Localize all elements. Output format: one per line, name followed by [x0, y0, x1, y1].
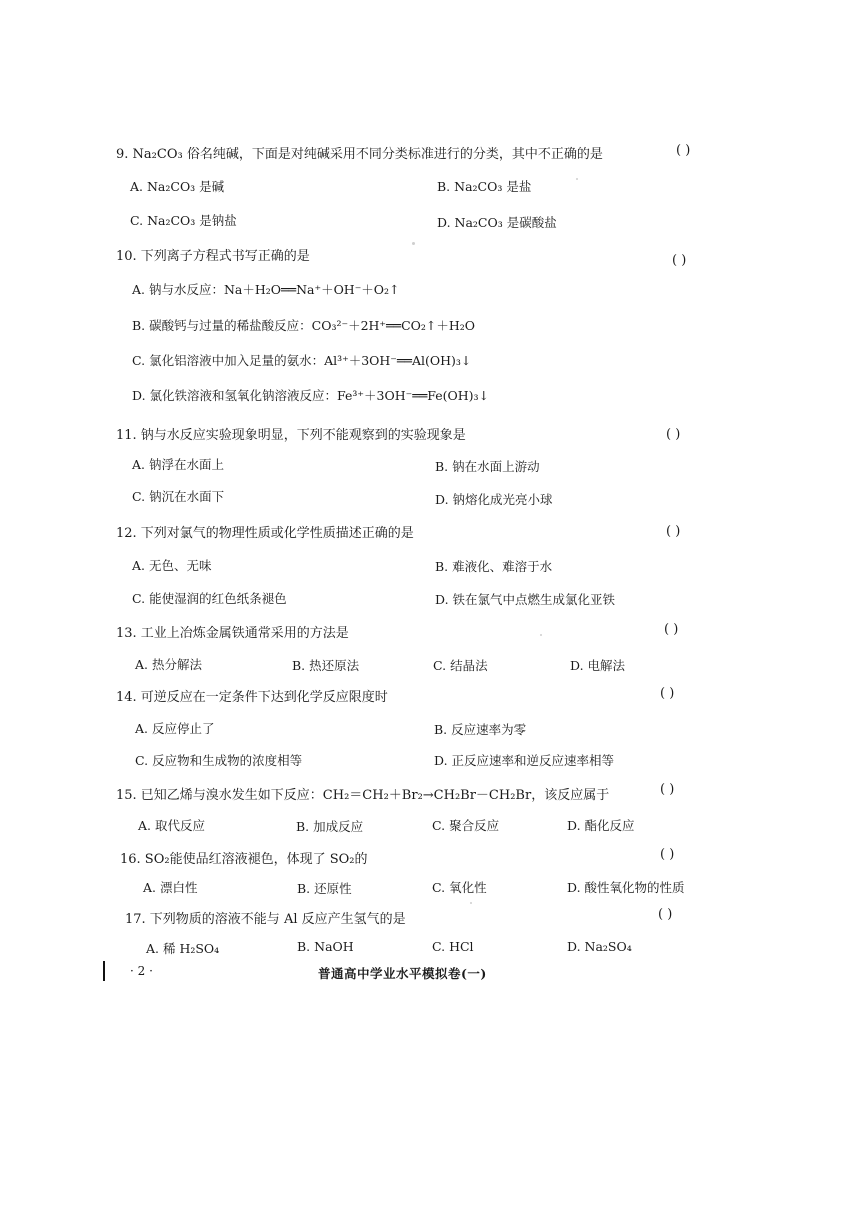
option: D. 正反应速率和逆反应速率相等 [434, 753, 615, 768]
option: C. 氯化铝溶液中加入足量的氨水：Al³⁺＋3OH⁻══Al(OH)₃↓ [132, 353, 472, 368]
option: A. Na₂CO₃ 是碱 [130, 179, 225, 194]
question-stem: 12. 下列对氯气的物理性质或化学性质描述正确的是 [116, 526, 414, 541]
option: A. 取代反应 [138, 818, 205, 833]
option: B. 热还原法 [292, 658, 360, 673]
answer-blank: ( ) [664, 622, 679, 637]
option: A. 钠浮在水面上 [132, 457, 224, 472]
answer-blank: ( ) [660, 782, 675, 797]
option: B. Na₂CO₃ 是盐 [437, 179, 532, 194]
option: D. Na₂SO₄ [567, 939, 632, 954]
page-number: · 2 · [130, 964, 153, 978]
question-stem: 10. 下列离子方程式书写正确的是 [116, 249, 310, 264]
option: B. 还原性 [297, 881, 352, 896]
answer-blank: ( ) [666, 524, 681, 539]
question-stem: 16. SO₂能使品红溶液褪色，体现了 SO₂的 [120, 852, 368, 867]
option: D. 酯化反应 [567, 818, 635, 833]
option: D. 氯化铁溶液和氢氧化钠溶液反应：Fe³⁺＋3OH⁻══Fe(OH)₃↓ [132, 388, 490, 403]
option: C. 反应物和生成物的浓度相等 [135, 753, 303, 768]
option: D. Na₂CO₃ 是碳酸盐 [437, 215, 557, 230]
option: B. 反应速率为零 [434, 722, 527, 737]
question-stem: 13. 工业上冶炼金属铁通常采用的方法是 [116, 626, 349, 641]
option: D. 铁在氯气中点燃生成氯化亚铁 [435, 592, 616, 607]
scan-speck [470, 902, 472, 904]
option: A. 稀 H₂SO₄ [146, 941, 220, 956]
option: C. 氧化性 [432, 880, 487, 895]
option: B. 钠在水面上游动 [435, 459, 540, 474]
option: B. 难液化、难溶于水 [435, 559, 553, 574]
option: B. 碳酸钙与过量的稀盐酸反应：CO₃²⁻＋2H⁺══CO₂↑＋H₂O [132, 318, 476, 333]
question-stem: 14. 可逆反应在一定条件下达到化学反应限度时 [116, 690, 388, 705]
question-stem: 9. Na₂CO₃ 俗名纯碱，下面是对纯碱采用不同分类标准进行的分类，其中不正确的是 [116, 147, 603, 162]
scan-speck [576, 178, 578, 180]
option: D. 酸性氧化物的性质 [567, 880, 685, 895]
answer-blank: ( ) [676, 143, 691, 158]
option: A. 钠与水反应：Na＋H₂O══Na⁺＋OH⁻＋O₂↑ [132, 282, 400, 297]
option: A. 反应停止了 [135, 721, 215, 736]
option: D. 钠熔化成光亮小球 [435, 492, 553, 507]
footer-title: 普通高中学业水平模拟卷(一) [318, 966, 487, 981]
option: A. 热分解法 [135, 657, 202, 672]
answer-blank: ( ) [660, 847, 675, 862]
answer-blank: ( ) [672, 253, 687, 268]
answer-blank: ( ) [666, 427, 681, 442]
option: B. NaOH [297, 939, 354, 954]
answer-blank: ( ) [658, 907, 673, 922]
option: D. 电解法 [570, 658, 626, 673]
option: C. 结晶法 [433, 658, 488, 673]
option: C. Na₂CO₃ 是钠盐 [130, 213, 237, 228]
answer-blank: ( ) [660, 686, 675, 701]
option: C. 聚合反应 [432, 818, 500, 833]
question-stem: 15. 已知乙烯与溴水发生如下反应：CH₂＝CH₂＋Br₂→CH₂Br－CH₂Br，该反应属于 [116, 788, 610, 803]
option: C. HCl [432, 939, 474, 954]
option: B. 加成反应 [296, 819, 364, 834]
scan-speck [412, 242, 415, 245]
margin-mark [103, 961, 105, 981]
question-stem: 17. 下列物质的溶液不能与 Al 反应产生氢气的是 [125, 912, 406, 927]
scan-speck [540, 634, 542, 636]
question-stem: 11. 钠与水反应实验现象明显，下列不能观察到的实验现象是 [116, 428, 466, 443]
option: C. 钠沉在水面下 [132, 489, 225, 504]
option: A. 无色、无味 [132, 558, 212, 573]
option: C. 能使湿润的红色纸条褪色 [132, 591, 287, 606]
option: A. 漂白性 [143, 880, 198, 895]
